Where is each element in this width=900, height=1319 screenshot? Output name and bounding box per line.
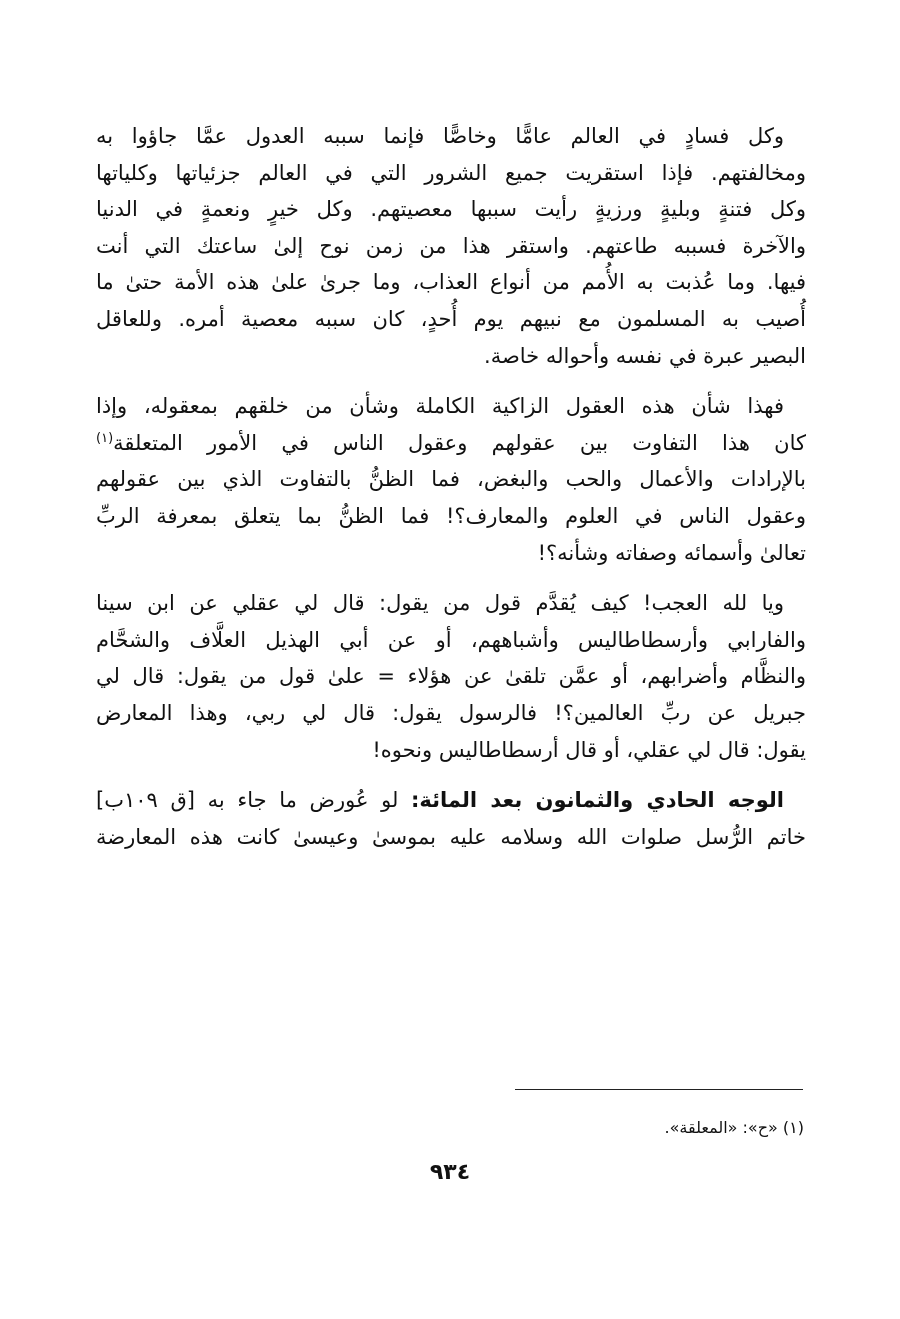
text-line: خاتم الرُّسل صلوات الله وسلامه عليه بموسىٰ وعيسىٰ كانت هذه المعارضة bbox=[96, 824, 806, 849]
footnote-divider bbox=[515, 1089, 803, 1090]
text-line: والنظَّام وأضرابهم، أو عمَّن تلقىٰ عن هؤلاء = علىٰ قول من يقول: قال لي bbox=[96, 664, 806, 689]
text-line: أُصيب به المسلمون مع نبيهم يوم أُحدٍ، كان سببه معصية أمره. وللعاقل bbox=[96, 306, 806, 331]
text-line: والآخرة فسببه طاعتهم. واستقر هذا من زمن نوح إلىٰ ساعتك التي أنت bbox=[96, 233, 806, 258]
text-line: فيها. وما عُذبت به الأُمم من أنواع العذاب، وما جرىٰ علىٰ هذه الأمة حتىٰ ما bbox=[96, 270, 806, 295]
text-line: بالإرادات والأعمال والحب والبغض، فما الظنُّ بالتفاوت الذي بين عقولهم bbox=[96, 467, 806, 492]
footnote-marker: (١) bbox=[96, 430, 114, 446]
text-line: فهذا شأن هذه العقول الزاكية الكاملة وشأن من خلقهم بمعقوله، وإذا bbox=[96, 394, 784, 419]
text-line: جبريل عن ربِّ العالمين؟! فالرسول يقول: قال لي ربي، وهذا المعارض bbox=[96, 700, 806, 725]
page-body bbox=[96, 118, 806, 869]
text-line bbox=[96, 425, 806, 462]
footnote: (١) «ح»: «المعلقة». bbox=[664, 1118, 804, 1137]
text-line-content: لو عُورض ما جاء به [ق ١٠٩ب] bbox=[96, 788, 412, 813]
text-line: وكل فسادٍ في العالم عامًّا وخاصًّا فإنما سببه العدول عمَّا جاؤوا به bbox=[96, 124, 784, 148]
page-number: ٩٣٤ bbox=[429, 1160, 471, 1185]
paragraph-4 bbox=[96, 782, 806, 855]
text-line: وعقول الناس في العلوم والمعارف؟! فما الظنُّ بما يتعلق بمعرفة الربِّ bbox=[96, 503, 806, 528]
paragraph-1 bbox=[96, 118, 806, 374]
text-line-content: كان هذا التفاوت بين عقولهم وعقول الناس في الأمور المتعلقة bbox=[113, 430, 806, 455]
text-line: ويا لله العجب! كيف يُقدَّم قول من يقول: قال لي عقلي عن ابن سينا bbox=[96, 591, 784, 616]
paragraph-3 bbox=[96, 585, 806, 768]
text-line: يقول: قال لي عقلي، أو قال أرسطاطاليس ونحوه! bbox=[372, 737, 806, 762]
text-line: ومخالفتهم. فإذا استقريت جميع الشرور التي في العالم جزئياتها وكلياتها bbox=[96, 160, 806, 185]
text-line: تعالىٰ وأسمائه وصفاته وشأنه؟! bbox=[537, 540, 806, 565]
text-line: والفارابي وأرسطاطاليس وأشباههم، أو عن أبي الهذيل العلَّاف والشحَّام bbox=[96, 627, 806, 652]
section-heading: الوجه الحادي والثمانون بعد المائة: bbox=[411, 788, 785, 813]
text-line: البصير عبرة في نفسه وأحواله خاصة. bbox=[484, 343, 806, 368]
text-line bbox=[96, 782, 806, 819]
paragraph-2 bbox=[96, 388, 806, 571]
text-line: وكل فتنةٍ وبليةٍ ورزيةٍ رأيت سببها معصيتهم. وكل خيرٍ ونعمةٍ في الدنيا bbox=[96, 197, 806, 222]
